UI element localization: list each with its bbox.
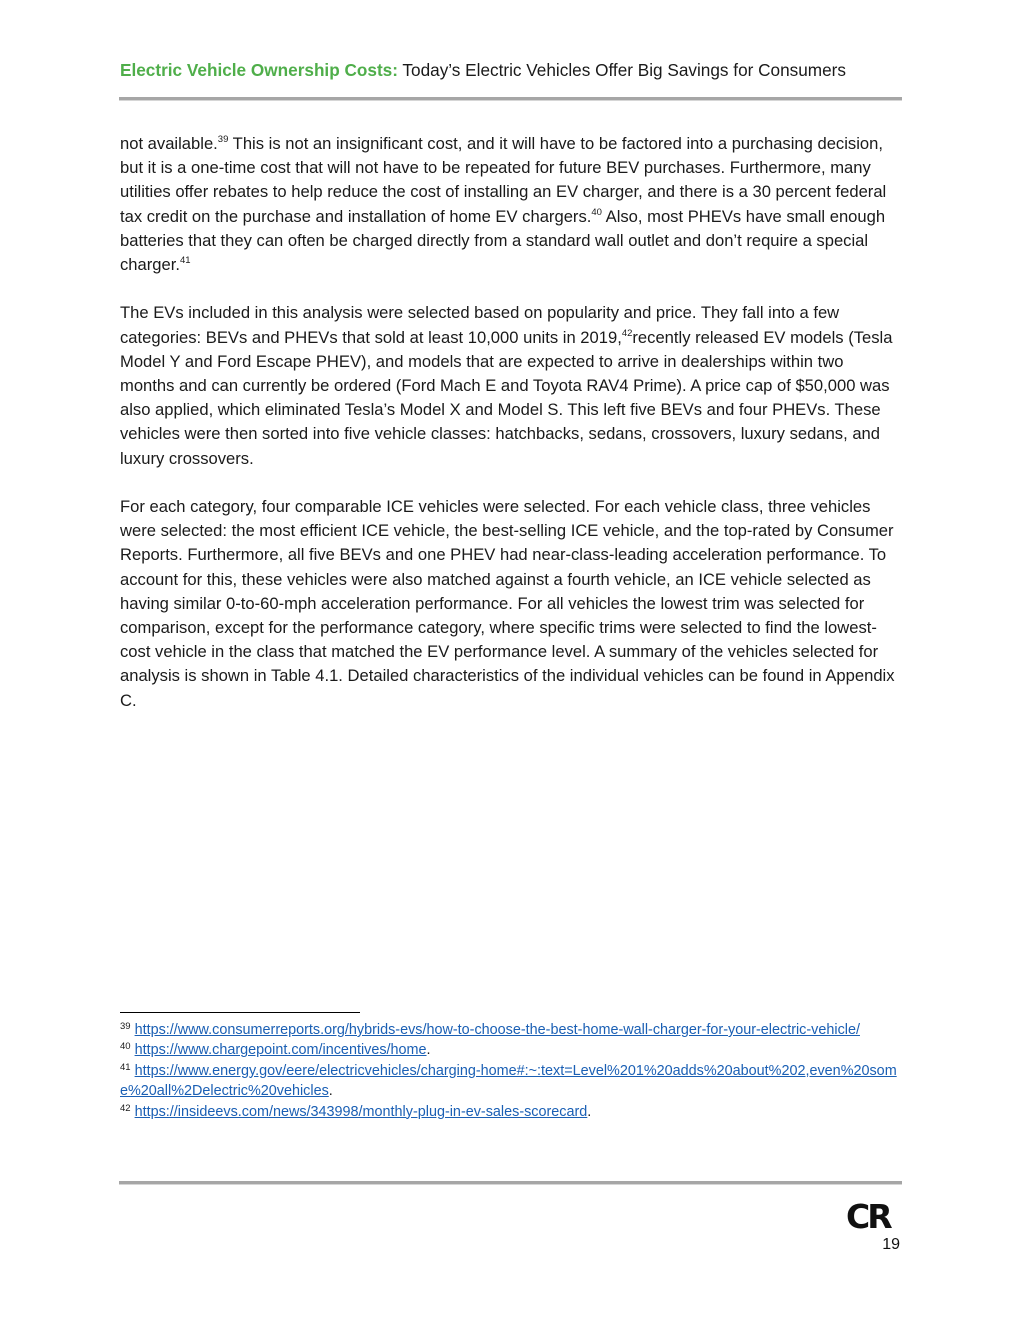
header-title-bold: Electric Vehicle Ownership Costs: [120, 60, 398, 80]
footnote-separator [120, 1012, 360, 1013]
footnote-39 [120, 1020, 902, 1040]
footnote-link-40[interactable]: https://www.chargepoint.com/incentives/home [134, 1042, 427, 1059]
footnote-40 [120, 1040, 902, 1060]
footnote-number: 40 [120, 1041, 131, 1053]
footnote-suffix: . [426, 1042, 431, 1059]
footnote-ref-41[interactable]: 41 [179, 255, 191, 267]
footer-rule [119, 1181, 902, 1185]
footnote-link-39[interactable]: https://www.consumerreports.org/hybrids-evs/how-to-choose-the-best-home-wall-charger-for-your-electric-vehicle/ [134, 1022, 860, 1038]
paragraph-2 [120, 301, 902, 470]
footnotes [120, 1020, 902, 1122]
paragraph-3: For each category, four comparable ICE vehicles were selected. For each vehicle class, three vehicles were selected: the most efficient ICE vehicle, the best-selling ICE vehicle, and the top-rated by Consumer Reports. Furthermore, all five BEVs and one PHEV had near-class-leading acceleration performance. To account for this, these vehicles were also matched against a fourth vehicle, an ICE vehicle selected as having similar 0-to-60-mph acceleration performance. For all vehicles the lowest trim was selected for comparison, except for the performance category, where specific trims were selected to find the lowest-cost vehicle in the class that matched the EV performance level. A summary of the vehicles selected for analysis is shown in Table 4.1. Detailed characteristics of the individual vehicles can be found in Appendix C. [120, 497, 895, 710]
cr-logo: CR [846, 1197, 890, 1236]
footnote-ref-40[interactable]: 40 [591, 206, 602, 218]
header-rule [119, 97, 902, 101]
footnote-ref-42[interactable]: 42 [621, 327, 633, 339]
header-title-rest: Today’s Electric Vehicles Offer Big Savings for Consumers [397, 60, 846, 80]
footnote-link-41[interactable]: https://www.energy.gov/eere/electricvehicles/charging-home#:~:text=Level%201%20adds%20about%202,even%20some%20all%2Delectric%20vehicles [120, 1062, 897, 1100]
paragraph-1-text-a: not available. [120, 134, 218, 153]
paragraph-1-text-b: This is not an insignificant cost, and it will have to be factored into a purchasing decision, but it is a one-time cost that will not have to be repeated for future BEV purchases. Furthermore, many utilities offer rebates to help reduce the cost of installing an EV charger, and there is a 30 percent federal tax credit on the purchase and installation of home EV chargers. [120, 134, 887, 226]
footnote-link-42[interactable]: https://insideevs.com/news/343998/monthly-plug-in-ev-sales-scorecard [134, 1103, 588, 1120]
footnote-suffix: . [587, 1103, 592, 1120]
paragraph-1-text-c: Also, most PHEVs have small enough batteries that they can often be charged directly from a standard wall outlet and don’t require a special charger. [120, 206, 886, 275]
footnote-ref-39[interactable]: 39 [217, 134, 229, 145]
body-text [120, 132, 902, 737]
footnote-number: 41 [120, 1061, 131, 1073]
footnote-number: 42 [120, 1102, 131, 1114]
page-number: 19 [882, 1236, 900, 1253]
paragraph-1 [120, 132, 902, 277]
footnote-42 [120, 1102, 902, 1122]
paragraph-2-text-a: The EVs included in this analysis were selected based on popularity and price. They fall into a few categories: BEVs and PHEVs that sold at least 10,000 units in 2019, [120, 303, 840, 347]
footnote-number: 39 [120, 1021, 131, 1032]
footnote-suffix: . [328, 1083, 333, 1100]
page-header [120, 60, 902, 81]
footnote-41 [120, 1061, 902, 1102]
paragraph-2-text-b: recently released EV models (Tesla Model Y and Ford Escape PHEV), and models that are expected to arrive in dealerships within two months and can currently be ordered (Ford Mach E and Toyota RAV4 Prime). A price cap of $50,000 was also applied, which eliminated Tesla’s Model X and Model S. This left five BEVs and four PHEVs. These vehicles were then sorted into five vehicle classes: hatchbacks, sedans, crossovers, luxury sedans, and luxury crossovers. [120, 327, 893, 468]
